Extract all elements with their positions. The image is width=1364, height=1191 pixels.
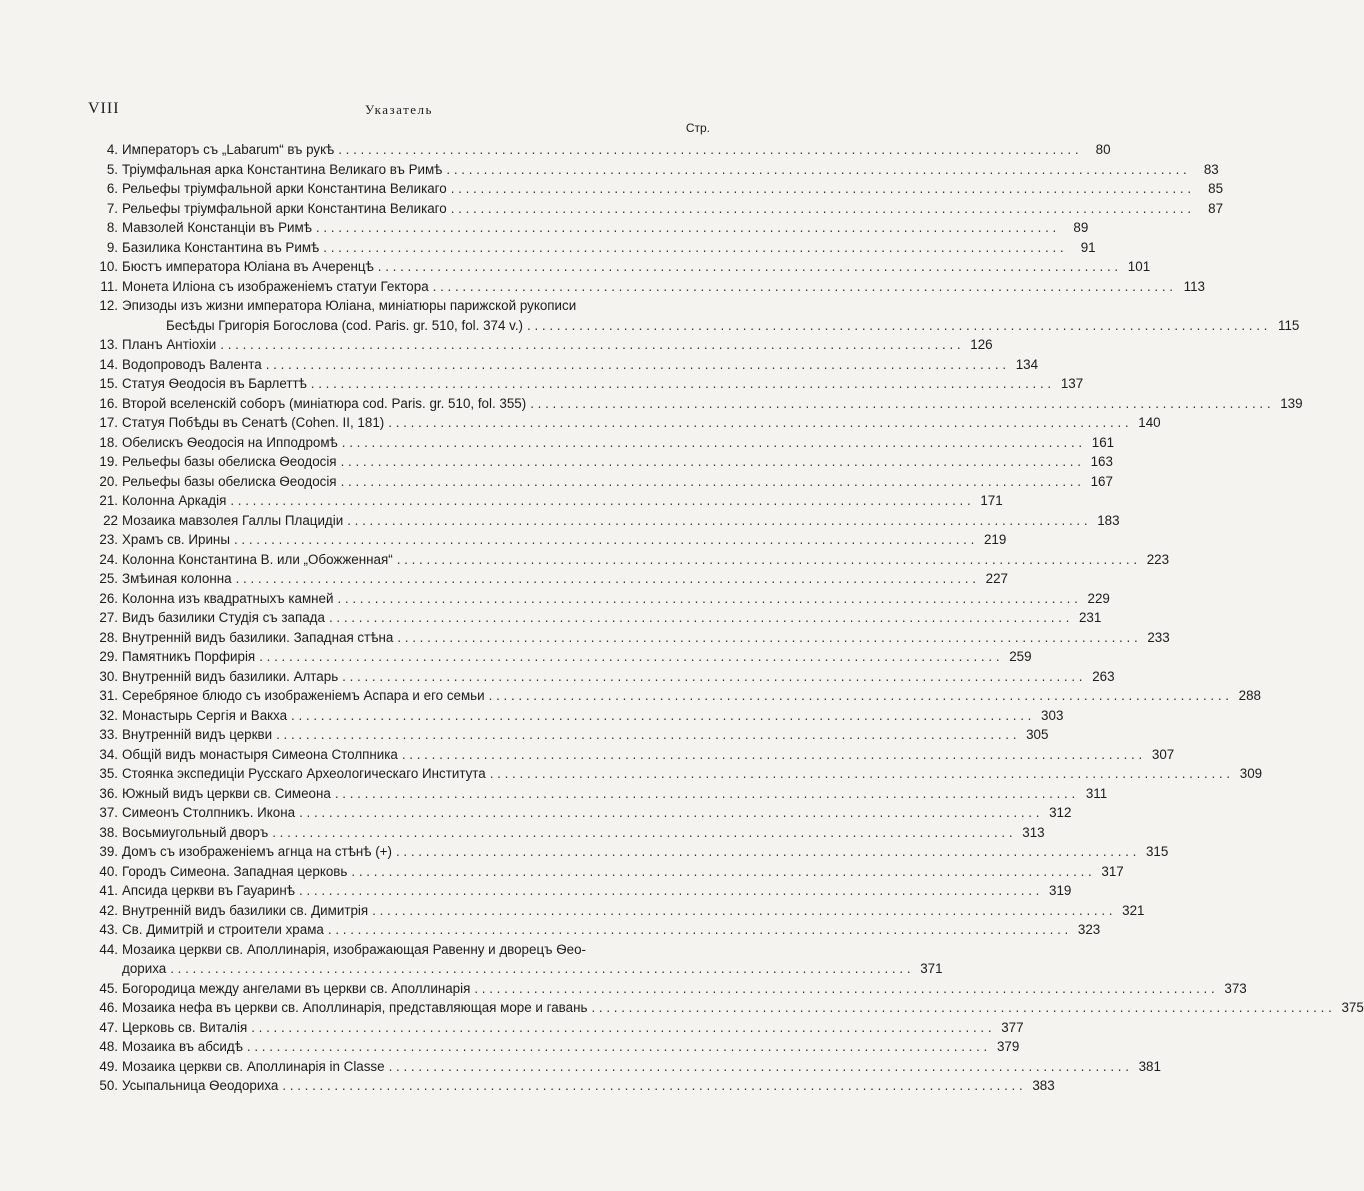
illustration-index-list — [86, 140, 1364, 1096]
entry-title: Мозаика мавзолея Галлы Плацидіи — [122, 512, 344, 528]
leader-dots — [451, 179, 1191, 199]
entry-page-number: 113 — [1183, 278, 1206, 294]
leader-dots — [247, 1037, 987, 1057]
entry-title: Императоръ съ „Labarum“ въ рукѣ — [122, 142, 335, 157]
index-entry — [86, 706, 1064, 726]
entry-page-number: 219 — [983, 532, 1007, 547]
entry-page-number: 183 — [1097, 512, 1120, 528]
index-entry — [86, 140, 1111, 160]
index-entry — [86, 355, 1039, 375]
entry-page-number: 161 — [1091, 434, 1115, 450]
leader-dots — [337, 589, 1077, 609]
entry-page-number: 377 — [1001, 1019, 1024, 1035]
index-entry — [86, 277, 1206, 297]
entry-page-number: 323 — [1077, 922, 1101, 937]
leader-dots — [397, 550, 1137, 570]
entry-title: Внутренній видъ базилики. Алтарь — [122, 668, 339, 684]
entry-title: Эпизоды изъ жизни императора Юліана, миніатюры парижской рукописи — [122, 298, 577, 313]
leader-dots — [342, 433, 1082, 453]
entry-page-number: 371 — [920, 961, 943, 976]
entry-title: Домъ съ изображеніемъ агнца на стѣнѣ (+) — [122, 844, 392, 859]
index-entry — [86, 472, 1113, 492]
entry-page-number: 288 — [1238, 688, 1261, 703]
index-entry — [86, 901, 1145, 921]
entry-title: Монета Иліона съ изображеніемъ статуи Гектора — [122, 278, 429, 294]
entry-page-number: 233 — [1147, 629, 1170, 645]
index-entry — [86, 335, 993, 355]
entry-page-number: 85 — [1208, 181, 1224, 196]
index-entry — [86, 764, 1263, 784]
entry-page-number: 379 — [996, 1039, 1020, 1054]
entry-title: Змѣиная колонна — [122, 571, 232, 586]
entry-number: 38. — [99, 824, 118, 840]
leader-dots — [490, 764, 1230, 784]
leader-dots — [341, 452, 1081, 472]
entry-title: Общій видъ монастыря Симеона Столпника — [122, 746, 398, 762]
entry-title: Церковь св. Виталія — [122, 1019, 248, 1035]
index-entry — [86, 725, 1049, 745]
entry-page-number: 312 — [1049, 805, 1072, 820]
index-entry — [86, 608, 1102, 628]
entry-page-number: 137 — [1060, 376, 1084, 391]
index-entry — [86, 511, 1120, 531]
entry-page-number: 319 — [1049, 883, 1072, 898]
index-entry — [86, 1037, 1020, 1057]
leader-dots — [251, 1018, 991, 1038]
entry-number: 41. — [99, 883, 118, 898]
entry-title: Городъ Симеона. Западная церковь — [122, 863, 348, 879]
leader-dots — [236, 569, 976, 589]
index-entry — [86, 374, 1084, 394]
index-entry — [86, 413, 1161, 433]
index-entry — [86, 179, 1224, 199]
index-entry — [86, 1018, 1024, 1038]
entry-title: Памятникъ Порфирія — [122, 649, 256, 664]
index-entry — [86, 881, 1072, 901]
index-entry — [86, 686, 1261, 706]
index-entry-continuation — [86, 316, 1300, 336]
entry-page-number: 229 — [1087, 590, 1110, 606]
entry-number: 21. — [99, 493, 118, 508]
entry-number: 5. — [106, 161, 118, 177]
entry-number: 10. — [99, 259, 118, 274]
leader-dots — [397, 628, 1137, 648]
entry-page-number: 311 — [1085, 785, 1108, 801]
entry-number: 33. — [99, 727, 118, 742]
leader-dots — [311, 374, 1051, 394]
index-entry — [86, 647, 1032, 667]
page-number-roman: VIII — [88, 100, 120, 117]
leader-dots — [351, 862, 1091, 882]
entry-title: Восьмиугольный дворъ — [122, 824, 269, 840]
entry-title: Статуя Ѳеодосія въ Барлеттѣ — [122, 376, 307, 391]
page-header — [88, 100, 710, 122]
entry-page-number: 313 — [1022, 824, 1045, 840]
leader-dots — [259, 647, 999, 667]
entry-title: Серебряное блюдо съ изображеніемъ Аспара и его семьи — [122, 688, 485, 703]
leader-dots — [266, 355, 1006, 375]
entry-number: 17. — [99, 415, 118, 430]
leader-dots — [451, 199, 1191, 219]
entry-number: 35. — [99, 766, 118, 781]
index-entry — [86, 803, 1072, 823]
index-entry — [86, 394, 1303, 414]
entry-page-number: 171 — [980, 493, 1003, 508]
entry-number: 16. — [99, 395, 118, 411]
entry-page-number: 259 — [1009, 649, 1032, 664]
entry-title: Видъ базилики Студія съ запада — [122, 610, 325, 625]
entry-number: 28. — [99, 629, 118, 645]
entry-number: 15. — [99, 376, 118, 391]
leader-dots — [347, 511, 1087, 531]
entry-page-number: 83 — [1203, 161, 1219, 177]
index-entry — [86, 1076, 1055, 1096]
leader-dots — [378, 257, 1118, 277]
entry-page-number: 101 — [1127, 259, 1151, 274]
entry-title: Колонна Константина В. или „Обожженная“ — [122, 551, 393, 567]
index-entry — [86, 667, 1115, 687]
entry-page-number: 305 — [1026, 727, 1049, 742]
entry-number: 31. — [99, 688, 118, 703]
leader-dots — [530, 394, 1270, 414]
entry-number: 19. — [99, 454, 118, 469]
entry-title: Водопроводъ Валента — [122, 356, 262, 372]
entry-title: Внутренній видъ базилики св. Димитрія — [122, 902, 369, 918]
leader-dots — [433, 277, 1173, 297]
index-entry — [86, 433, 1115, 453]
leader-dots — [282, 1076, 1022, 1096]
entry-page-number: 227 — [985, 571, 1008, 586]
entry-title: Базилика Константина въ Римѣ — [122, 239, 320, 255]
entry-page-number: 381 — [1138, 1058, 1161, 1074]
entry-number: 34. — [99, 746, 118, 762]
entry-title: Симеонъ Столпникъ. Икона — [122, 805, 296, 820]
leader-dots — [335, 784, 1075, 804]
entry-number: 39. — [99, 844, 118, 859]
index-entry — [86, 569, 1008, 589]
entry-number: 14. — [99, 356, 118, 372]
index-entry — [86, 940, 710, 960]
entry-page-number: 383 — [1032, 1078, 1055, 1093]
entry-title: Рельефы тріумфальной арки Константина Великаго — [122, 181, 447, 196]
leader-dots — [402, 745, 1142, 765]
entry-number: 13. — [99, 337, 118, 352]
entry-title: Мозаика въ абсидѣ — [122, 1039, 243, 1054]
leader-dots — [272, 823, 1012, 843]
entry-title: Мозаика нефа въ церкви св. Аполлинарія, представляющая море и гавань — [122, 1000, 588, 1015]
entry-number: 46. — [99, 1000, 118, 1015]
entry-title: Второй вселенскій соборъ (миніатюра cod. Paris. gr. 510, fol. 355) — [122, 395, 527, 411]
entry-number: 22 — [103, 512, 118, 528]
index-entry — [86, 238, 1096, 258]
entry-number: 12. — [99, 298, 118, 313]
page-column-header: Стр. — [685, 121, 710, 135]
leader-dots — [446, 160, 1186, 180]
leader-dots — [299, 803, 1039, 823]
entry-number: 18. — [99, 434, 118, 450]
entry-number: 48. — [99, 1039, 118, 1054]
index-entry — [86, 296, 710, 316]
entry-number: 42. — [99, 902, 118, 918]
entry-page-number: 115 — [1278, 317, 1300, 333]
index-entry-continuation — [86, 959, 943, 979]
entry-page-number: 140 — [1138, 415, 1161, 430]
leader-dots — [220, 335, 960, 355]
leader-dots — [338, 140, 1078, 160]
page-title: Указатель — [365, 102, 433, 117]
leader-dots — [230, 491, 970, 511]
entry-number: 50. — [99, 1078, 118, 1093]
leader-dots — [234, 530, 974, 550]
entry-title: Бюстъ императора Юліана въ Ачеренцѣ — [122, 259, 374, 274]
index-entry — [86, 218, 1089, 238]
index-entry — [86, 628, 1170, 648]
leader-dots — [291, 706, 1031, 726]
entry-number: 36. — [99, 785, 118, 801]
entry-page-number: 231 — [1078, 610, 1102, 625]
entry-number: 24. — [99, 551, 118, 567]
entry-page-number: 263 — [1092, 668, 1115, 684]
entry-title: Монастырь Сергія и Вакха — [122, 707, 288, 723]
entry-number: 47. — [99, 1019, 118, 1035]
leader-dots — [323, 238, 1063, 258]
entry-title: Св. Димитрій и строители храма — [122, 922, 324, 937]
entry-page-number: 80 — [1095, 142, 1111, 157]
entry-title: Стоянка экспедиціи Русскаго Археологическаго Института — [122, 766, 486, 781]
index-entry — [86, 998, 1364, 1018]
leader-dots — [527, 316, 1267, 336]
entry-number: 6. — [106, 181, 118, 196]
leader-dots — [276, 725, 1016, 745]
entry-page-number: 167 — [1090, 473, 1113, 489]
entry-number: 26. — [99, 590, 118, 606]
entry-page-number: 375 — [1341, 1000, 1364, 1015]
entry-page-number: 307 — [1151, 746, 1175, 762]
leader-dots — [389, 1057, 1129, 1077]
entry-title: Южный видъ церкви св. Симеона — [122, 785, 331, 801]
entry-number: 4. — [106, 142, 118, 157]
entry-page-number: 87 — [1208, 200, 1224, 216]
index-entry — [86, 920, 1101, 940]
leader-dots — [316, 218, 1056, 238]
entry-page-number: 139 — [1280, 395, 1303, 411]
entry-page-number: 163 — [1090, 454, 1113, 469]
index-entry — [86, 842, 1169, 862]
index-entry — [86, 979, 1247, 999]
entry-title: Колонна Аркадія — [122, 493, 227, 508]
entry-page-number: 303 — [1041, 707, 1064, 723]
index-entry — [86, 823, 1045, 843]
entry-page-number: 89 — [1073, 220, 1089, 235]
entry-number: 40. — [99, 863, 118, 879]
entry-title: Колонна изъ квадратныхъ камней — [122, 590, 334, 606]
entry-title: Усыпальница Ѳеодориха — [122, 1078, 279, 1093]
leader-dots — [489, 686, 1229, 706]
entry-title: Мозаика церкви св. Аполлинарія, изображающая Равенну и дворецъ Ѳео- — [122, 941, 586, 957]
leader-dots — [328, 920, 1068, 940]
entry-page-number: 309 — [1239, 766, 1263, 781]
index-entry — [86, 589, 1110, 609]
entry-title-continuation: дориха — [122, 961, 167, 976]
entry-page-number: 126 — [970, 337, 993, 352]
index-entry — [86, 1057, 1161, 1077]
entry-number: 8. — [106, 220, 118, 235]
entry-title: Обелискъ Ѳеодосія на Ипподромѣ — [122, 434, 338, 450]
entry-number: 23. — [99, 532, 118, 547]
index-entry — [86, 257, 1151, 277]
leader-dots — [396, 842, 1136, 862]
entry-page-number: 134 — [1015, 356, 1039, 372]
index-entry — [86, 452, 1113, 472]
leader-dots — [474, 979, 1214, 999]
index-entry — [86, 199, 1224, 219]
entry-title: Рельефы базы обелиска Ѳеодосія — [122, 473, 337, 489]
entry-number: 11. — [100, 278, 118, 294]
entry-page-number: 373 — [1224, 980, 1247, 996]
leader-dots — [591, 998, 1331, 1018]
index-entry — [86, 862, 1124, 882]
entry-title: Рельефы тріумфальной арки Константина Великаго — [122, 200, 447, 216]
entry-page-number: 317 — [1101, 863, 1124, 879]
leader-dots — [342, 667, 1082, 687]
leader-dots — [170, 959, 910, 979]
entry-title: Внутренній видъ базилики. Западная стѣна — [122, 629, 394, 645]
leader-dots — [329, 608, 1069, 628]
entry-title: Мавзолей Констанціи въ Римѣ — [122, 220, 312, 235]
entry-title: Рельефы базы обелиска Ѳеодосія — [122, 454, 337, 469]
index-entry — [86, 160, 1219, 180]
index-entry — [86, 491, 1003, 511]
leader-dots — [388, 413, 1128, 433]
entry-page-number: 315 — [1145, 844, 1169, 859]
index-entry — [86, 784, 1108, 804]
entry-page-number: 91 — [1080, 239, 1096, 255]
entry-number: 27. — [99, 610, 118, 625]
entry-title: Планъ Антіохіи — [122, 337, 217, 352]
entry-title: Статуя Побѣды въ Сенатѣ (Cohen. II, 181) — [122, 415, 385, 430]
entry-number: 29. — [99, 649, 118, 664]
entry-number: 25. — [99, 571, 118, 586]
leader-dots — [341, 472, 1081, 492]
entry-title: Богородица между ангелами въ церкви св. Аполлинарія — [122, 980, 471, 996]
entry-number: 44. — [99, 941, 118, 957]
entry-number: 45. — [99, 980, 118, 996]
entry-title: Внутренній видъ церкви — [122, 727, 273, 742]
entry-title: Тріумфальная арка Константина Великаго въ Римѣ — [122, 161, 443, 177]
entry-title: Апсида церкви въ Гауаринѣ — [122, 883, 295, 898]
entry-number: 30. — [99, 668, 118, 684]
entry-number: 9. — [106, 239, 118, 255]
entry-title: Храмъ св. Ирины — [122, 532, 230, 547]
entry-number: 43. — [99, 922, 118, 937]
entry-title: Мозаика церкви св. Аполлинарія in Classe — [122, 1058, 385, 1074]
leader-dots — [299, 881, 1039, 901]
index-entry — [86, 745, 1175, 765]
entry-page-number: 223 — [1146, 551, 1170, 567]
index-entry — [86, 530, 1007, 550]
entry-page-number: 321 — [1122, 902, 1145, 918]
entry-number: 32. — [99, 707, 118, 723]
entry-number: 49. — [99, 1058, 118, 1074]
entry-title-continuation: Бесѣды Григорія Богослова (cod. Paris. gr. 510, fol. 374 v.) — [166, 317, 524, 333]
entry-number: 20. — [99, 473, 118, 489]
entry-number: 37. — [99, 805, 118, 820]
leader-dots — [372, 901, 1112, 921]
entry-number: 7. — [106, 200, 118, 216]
index-entry — [86, 550, 1170, 570]
